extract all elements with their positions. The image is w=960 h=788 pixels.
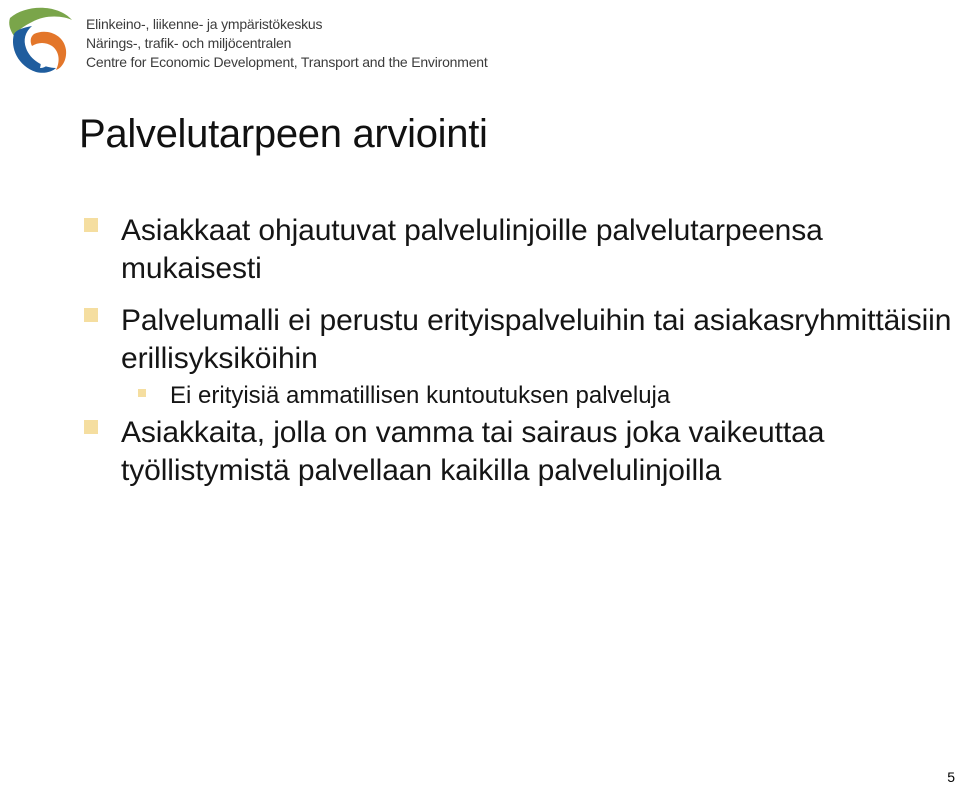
page-number: 5 (947, 769, 955, 785)
square-bullet-icon (84, 308, 98, 322)
sub-bullet-item (84, 380, 954, 412)
bullet-item (84, 302, 954, 378)
bullet-text: Asiakkaat ohjautuvat palvelulinjoille palvelutarpeensa mukaisesti (121, 214, 823, 285)
org-name-finnish: Elinkeino-, liikenne- ja ympäristökeskus (86, 16, 323, 32)
organization-name (86, 15, 488, 72)
bullet-text: Asiakkaita, jolla on vamma tai sairaus joka vaikeuttaa työllistymistä palvellaan kaikilla palvelulinjoilla (121, 416, 825, 487)
sub-bullet-text: Ei erityisiä ammatillisen kuntoutuksen palveluja (170, 382, 671, 409)
bullet-item (84, 212, 954, 288)
bullet-item (84, 414, 954, 490)
slide-title: Palvelutarpeen arviointi (79, 112, 488, 156)
small-square-bullet-icon (138, 389, 146, 397)
ely-centre-logo (6, 4, 76, 74)
bullet-text: Palvelumalli ei perustu erityispalveluihin tai asiakasryhmittäisiin erillisyksiköihin (121, 304, 952, 375)
bullet-list (84, 212, 954, 490)
square-bullet-icon (84, 420, 98, 434)
header (6, 4, 526, 76)
org-name-english: Centre for Economic Development, Transport and the Environment (86, 54, 488, 70)
square-bullet-icon (84, 218, 98, 232)
org-name-swedish: Närings-, trafik- och miljöcentralen (86, 35, 292, 51)
